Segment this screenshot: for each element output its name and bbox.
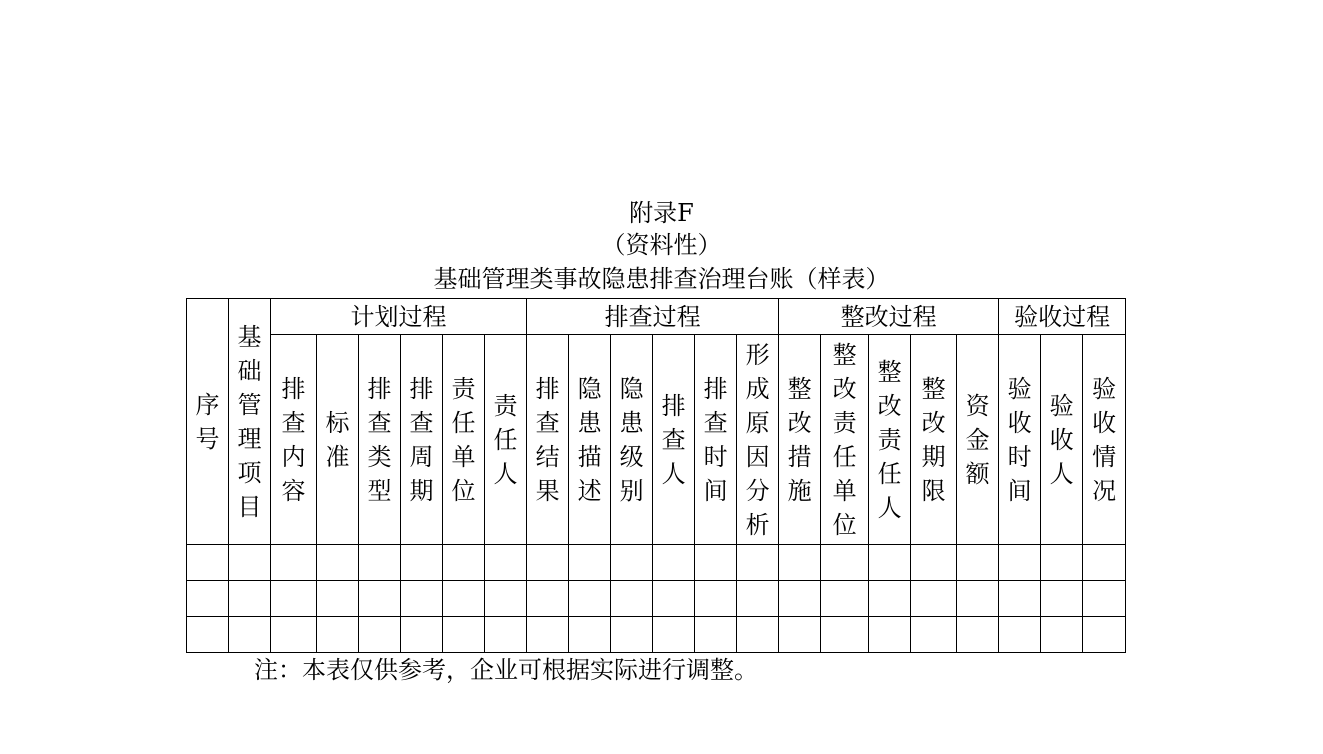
- table-cell: [317, 617, 359, 653]
- table-cell: [527, 545, 569, 581]
- table-cell: [1041, 617, 1083, 653]
- table-cell: [821, 617, 869, 653]
- table-cell: [359, 545, 401, 581]
- table-cell: [443, 617, 485, 653]
- table-cell: [779, 581, 821, 617]
- table-cell: [737, 617, 779, 653]
- table-cell: [1083, 545, 1126, 581]
- table-cell: [779, 545, 821, 581]
- table-cell: [611, 581, 653, 617]
- table-cell: [779, 617, 821, 653]
- table-cell: [1083, 617, 1126, 653]
- sub-header: 排查类型: [359, 335, 401, 545]
- sub-header: 形成原因分析: [737, 335, 779, 545]
- table-cell: [821, 545, 869, 581]
- table-cell: [695, 581, 737, 617]
- sub-header: 责任人: [485, 335, 527, 545]
- table-cell: [737, 545, 779, 581]
- table-cell: [485, 617, 527, 653]
- table-cell: [869, 617, 911, 653]
- table-cell: [485, 581, 527, 617]
- table-cell: [695, 617, 737, 653]
- table-cell: [401, 545, 443, 581]
- table-cell: [569, 581, 611, 617]
- table-cell: [869, 581, 911, 617]
- col-header-management-item: 基础管理项目: [229, 299, 271, 545]
- table-cell: [737, 581, 779, 617]
- sub-header: 排查内容: [271, 335, 317, 545]
- footnote: 注：本表仅供参考，企业可根据实际进行调整。: [254, 656, 758, 684]
- sub-header: 整改责任人: [869, 335, 911, 545]
- table-cell: [999, 545, 1041, 581]
- table-cell: [527, 581, 569, 617]
- sub-header: 标准: [317, 335, 359, 545]
- table-cell: [999, 581, 1041, 617]
- table-cell: [187, 545, 229, 581]
- table-cell: [653, 617, 695, 653]
- table-cell: [271, 545, 317, 581]
- table-cell: [653, 581, 695, 617]
- group-header-inspection: 排查过程: [527, 299, 779, 335]
- col-header-serial: 序号: [187, 299, 229, 545]
- hazard-ledger-table: [186, 298, 1126, 653]
- sub-header: 隐患级别: [611, 335, 653, 545]
- table-cell: [271, 617, 317, 653]
- sub-header: 整改责任单位: [821, 335, 869, 545]
- table-cell: [611, 617, 653, 653]
- sub-header: 整改措施: [779, 335, 821, 545]
- sub-header: 排查周期: [401, 335, 443, 545]
- table-cell: [229, 617, 271, 653]
- table-cell: [443, 545, 485, 581]
- table-cell: [187, 581, 229, 617]
- table-cell: [911, 581, 957, 617]
- table-row: [187, 581, 1126, 617]
- table-cell: [611, 545, 653, 581]
- sub-header: 排查时间: [695, 335, 737, 545]
- group-header-rectification: 整改过程: [779, 299, 999, 335]
- sub-header: 排查人: [653, 335, 695, 545]
- table-cell: [957, 581, 999, 617]
- sub-header: 验收人: [1041, 335, 1083, 545]
- table-cell: [229, 581, 271, 617]
- sub-header: 验收时间: [999, 335, 1041, 545]
- table-cell: [869, 545, 911, 581]
- sub-header: 验收情况: [1083, 335, 1126, 545]
- table-cell: [957, 545, 999, 581]
- appendix-label: 附录F: [629, 199, 694, 227]
- table-cell: [401, 581, 443, 617]
- table-cell: [911, 617, 957, 653]
- table-cell: [359, 617, 401, 653]
- table-cell: [1083, 581, 1126, 617]
- table-cell: [569, 545, 611, 581]
- table-cell: [695, 545, 737, 581]
- sub-header: 整改期限: [911, 335, 957, 545]
- table-cell: [957, 617, 999, 653]
- table-cell: [999, 617, 1041, 653]
- table-cell: [911, 545, 957, 581]
- group-header-plan: 计划过程: [271, 299, 527, 335]
- table-cell: [359, 581, 401, 617]
- table-cell: [317, 545, 359, 581]
- table-cell: [229, 545, 271, 581]
- table-row: [187, 617, 1126, 653]
- table-cell: [443, 581, 485, 617]
- sub-header: 隐患描述: [569, 335, 611, 545]
- document-title: 基础管理类事故隐患排查治理台账（样表）: [433, 265, 890, 293]
- sub-header: 责任单位: [443, 335, 485, 545]
- table-cell: [1041, 581, 1083, 617]
- table-row: [187, 545, 1126, 581]
- sub-header: 排查结果: [527, 335, 569, 545]
- table-cell: [271, 581, 317, 617]
- table-cell: [401, 617, 443, 653]
- table-cell: [653, 545, 695, 581]
- appendix-type: （资料性）: [601, 231, 722, 259]
- group-header-acceptance: 验收过程: [999, 299, 1126, 335]
- table-cell: [569, 617, 611, 653]
- table-cell: [317, 581, 359, 617]
- table-cell: [821, 581, 869, 617]
- table-cell: [485, 545, 527, 581]
- table-cell: [527, 617, 569, 653]
- table-cell: [1041, 545, 1083, 581]
- sub-header: 资金额: [957, 335, 999, 545]
- table-cell: [187, 617, 229, 653]
